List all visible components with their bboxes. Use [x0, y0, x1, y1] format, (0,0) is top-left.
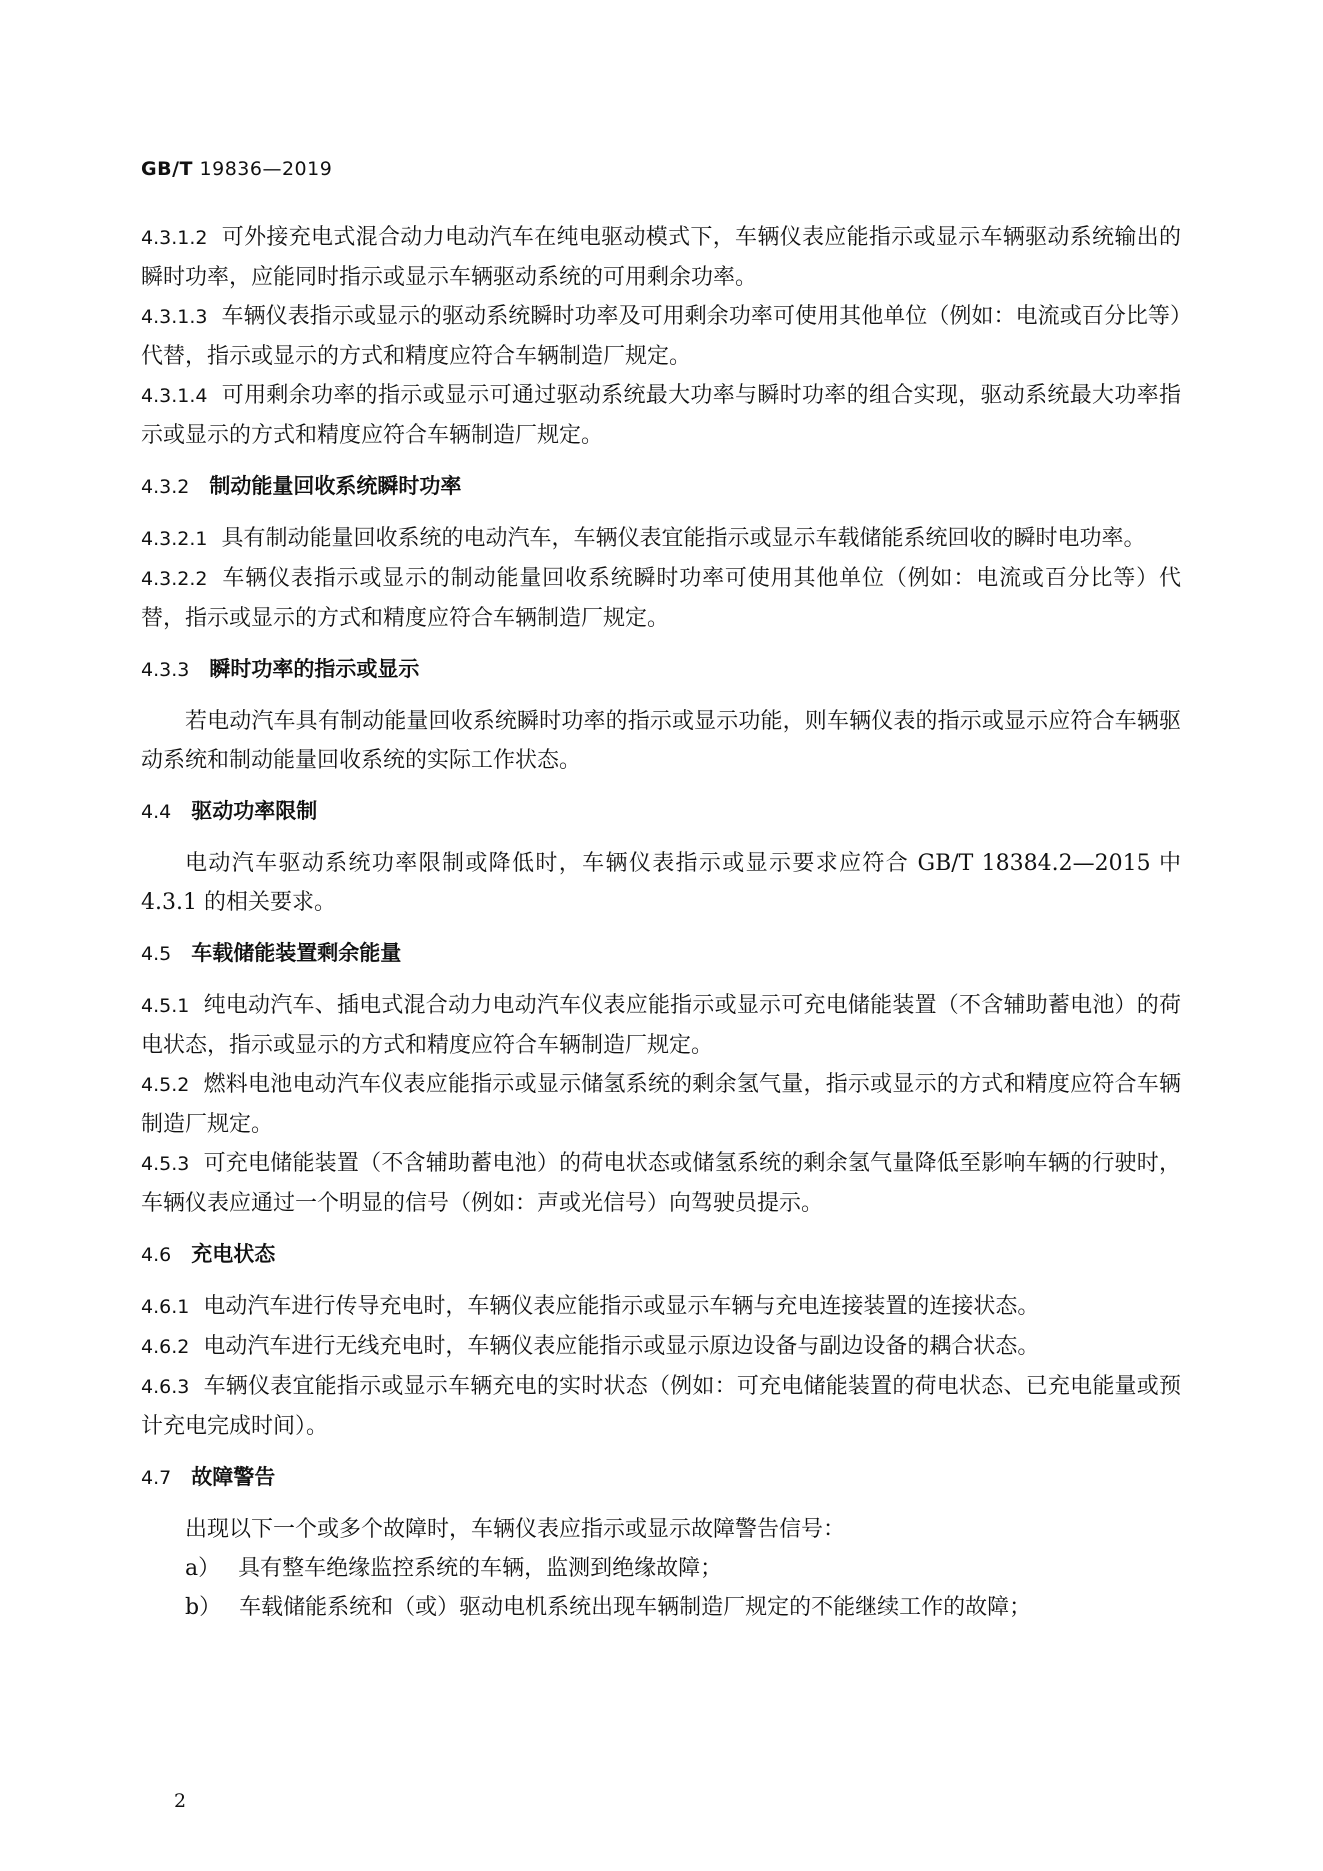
heading-4-4: 4.4 驱动功率限制 — [141, 799, 318, 823]
heading-4-5: 4.5 车载储能装置剩余能量 — [141, 941, 402, 965]
clause-4-5-2: 4.5.2 燃料电池电动汽车仪表应能指示或显示储氢系统的剩余氢气量，指示或显示的方式和精度应符合车辆制造厂规定。 — [141, 1072, 1181, 1137]
heading-4-7: 4.7 故障警告 — [141, 1465, 276, 1489]
clause-4-6-1: 4.6.1 电动汽车进行传导充电时，车辆仪表应能指示或显示车辆与充电连接装置的连接状态。 — [141, 1294, 1040, 1319]
list-item: b） 车载储能系统和（或）驱动电机系统出现车辆制造厂规定的不能继续工作的故障； — [185, 1595, 1032, 1620]
clause-4-3-1-3: 4.3.1.3 车辆仪表指示或显示的驱动系统瞬时功率及可用剩余功率可使用其他单位（例如：电流或百分比等）代替，指示或显示的方式和精度应符合车辆制造厂规定。 — [141, 304, 1181, 369]
clause-4-3-1-2: 4.3.1.2 可外接充电式混合动力电动汽车在纯电驱动模式下，车辆仪表应能指示或显示车辆驱动系统输出的瞬时功率，应能同时指示或显示车辆驱动系统的可用剩余功率。 — [141, 225, 1181, 290]
clause-4-3-1-4: 4.3.1.4 可用剩余功率的指示或显示可通过驱动系统最大功率与瞬时功率的组合实现，驱动系统最大功率指示或显示的方式和精度应符合车辆制造厂规定。 — [141, 383, 1181, 448]
standard-number: 19836—2019 — [199, 158, 333, 180]
clause-4-3-3-text: 若电动汽车具有制动能量回收系统瞬时功率的指示或显示功能，则车辆仪表的指示或显示应符合车辆驱动系统和制动能量回收系统的实际工作状态。 — [141, 709, 1181, 773]
standard-code: GB/T — [141, 158, 193, 180]
list-item: a） 具有整车绝缘监控系统的车辆，监测到绝缘故障； — [185, 1556, 723, 1581]
heading-4-3-3: 4.3.3 瞬时功率的指示或显示 — [141, 657, 420, 681]
clause-4-7-text: 出现以下一个或多个故障时，车辆仪表应指示或显示故障警告信号： — [185, 1517, 846, 1542]
clause-4-5-1: 4.5.1 纯电动汽车、插电式混合动力电动汽车仪表应能指示或显示可充电储能装置（不含辅助蓄电池）的荷电状态，指示或显示的方式和精度应符合车辆制造厂规定。 — [141, 993, 1181, 1058]
clause-4-4-text: 电动汽车驱动系统功率限制或降低时，车辆仪表指示或显示要求应符合 GB/T 18384.2—2015 中 4.3.1 的相关要求。 — [141, 851, 1181, 915]
document-body — [141, 218, 1181, 1627]
clause-4-5-3: 4.5.3 可充电储能装置（不含辅助蓄电池）的荷电状态或储氢系统的剩余氢气量降低至影响车辆的行驶时，车辆仪表应通过一个明显的信号（例如：声或光信号）向驾驶员提示。 — [141, 1151, 1181, 1216]
clause-4-3-2-1: 4.3.2.1 具有制动能量回收系统的电动汽车，车辆仪表宜能指示或显示车载储能系统回收的瞬时电功率。 — [141, 526, 1146, 551]
page-number: 2 — [174, 1790, 187, 1812]
clause-4-3-2-2: 4.3.2.2 车辆仪表指示或显示的制动能量回收系统瞬时功率可使用其他单位（例如：电流或百分比等）代替，指示或显示的方式和精度应符合车辆制造厂规定。 — [141, 566, 1181, 631]
clause-4-6-2: 4.6.2 电动汽车进行无线充电时，车辆仪表应能指示或显示原边设备与副边设备的耦合状态。 — [141, 1334, 1040, 1359]
clause-4-6-3: 4.6.3 车辆仪表宜能指示或显示车辆充电的实时状态（例如：可充电储能装置的荷电状态、已充电能量或预计充电完成时间）。 — [141, 1374, 1181, 1439]
heading-4-6: 4.6 充电状态 — [141, 1242, 276, 1266]
heading-4-3-2: 4.3.2 制动能量回收系统瞬时功率 — [141, 474, 462, 498]
document-header — [141, 158, 332, 180]
